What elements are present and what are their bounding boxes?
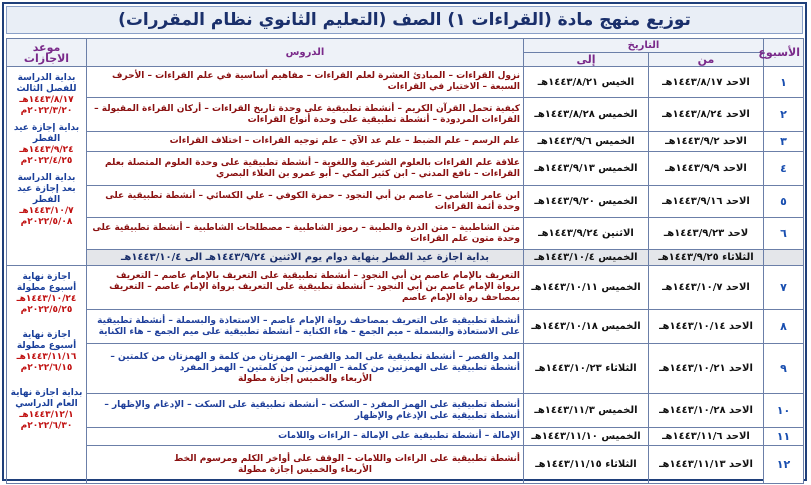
lessons-cell: نزول القراءات – المبادئ العشرة لعلم القراءات – مفاهيم أساسية في علم القراءات – الأحرف السبعة – الاختيار في القراءات [87,67,524,98]
side-greg: ٢٠٢٢/٥/٠٨م [20,217,73,227]
date-to: الخميس ١٤٤٣/١٠/١١هـ [524,266,649,310]
side-label: بداية إجازة عيد الفطر [13,123,80,144]
date-from: الاحد ١٤٤٣/٩/٩هـ [649,152,764,186]
date-to: الخيس ١٤٤٣/٨/٢١هـ [524,67,649,98]
week-number: ١٢ [764,446,804,484]
week-number: ٣ [764,132,804,152]
date-from: لاحد ١٤٤٣/٩/٢٣هـ [649,218,764,250]
week-number: ١١ [764,428,804,446]
table-row [7,152,804,186]
date-to: الخميس ١٤٤٣/١١/١٠هـ [524,428,649,446]
side-label: بداية الدراسة بعد إجازة عيد الفطر [17,173,76,205]
side-label: بداية الدراسة للفصل الثالث [16,73,77,94]
side-label: اجازة نهاية أسبوع مطولة [16,272,77,293]
week-number: ٥ [764,186,804,218]
date-to: الاثنين ١٤٤٣/٩/٢٤هـ [524,218,649,250]
week-number [764,250,804,266]
lessons-text: أنشطة تطبيقية على الراءات واللامات – الوقف على أواخر الكلم ومرسوم الخط [174,453,520,464]
date-from: الاحد ١٤٤٣/٩/٢هـ [649,132,764,152]
holiday-notes-top [7,67,87,266]
date-from: الاحد ١٤٤٣/١٠/٧هـ [649,266,764,310]
lessons-cell: الإمالة – أنشطة تطبيقية على الإمالة – الراءات واللامات [87,428,524,446]
week-number: ٧ [764,266,804,310]
table-row [7,428,804,446]
side-hijri: ١٤٤٣/١٠/٧هـ [19,206,74,216]
lessons-cell [87,446,524,484]
page-title: توزيع منهج مادة (القراءات ١) الصف (التعليم الثانوي نظام المقررات) [6,6,803,34]
lessons-cell: كيفية تحمل القرآن الكريم – أنشطة تطبيقية على وحدة تاريخ القراءات – أركان القراءة المقبولة – القراءات المردودة – أنشطة تطبيقية على وحدة أنواع القراءات [87,98,524,132]
table-row [7,98,804,132]
week-number: ٨ [764,310,804,344]
date-to: الثلاثاء ١٤٤٣/١١/١٥هـ [524,446,649,484]
lessons-cell: متن الشاطبية – متن الدرة والطيبة – رموز الشاطبية – مصطلحات الشاطبية – أنشطة تطبيقية على وحدة متون علم القراءات [87,218,524,250]
week-number: ٦ [764,218,804,250]
table-row [7,186,804,218]
table-row [7,394,804,428]
table-row [7,310,804,344]
table-row [7,132,804,152]
table-row [7,446,804,484]
lessons-cell: أنشطة تطبيقية على التعريف بمصاحف رواة الإمام عاصم – الاستعاذة والبسملة – أنشطة تطبيقية على الاستعاذة والبسملة – ميم الجمع – هاء الكناية – أنشطة تطبيقية على ميم الجمع – هاء الكناية [87,310,524,344]
date-to: الثلاثاء ١٤٤٣/١٠/٢٣هـ [524,344,649,394]
header-week: الأسبوع [764,39,804,67]
side-greg: ٢٠٢٢/٦/١٥م [20,363,73,373]
date-from: الثلاثاء ١٤٤٣/٩/٢٥هـ [649,250,764,266]
extended-weekend-note: الأربعاء والخميس إجازة مطولة [237,374,373,384]
side-greg: ٢٠٢٢/٦/٣٠م [20,421,73,431]
table-row [7,67,804,98]
extended-weekend-note: الأربعاء والخميس إجازة مطولة [237,464,373,475]
holiday-text: بداية اجازة عيد الفطر بنهاية دوام يوم الاثنين ١٤٤٣/٩/٢٤هـ الى ١٤٤٣/١٠/٤هـ [87,250,524,266]
side-hijri: ١٤٤٣/١٢/١هـ [19,410,74,420]
date-to: الخميس ١٤٤٣/٩/٦هـ [524,132,649,152]
date-to: الخميس ١٤٤٣/١٠/٤هـ [524,250,649,266]
header-to: إلى [524,53,649,67]
lessons-cell [87,344,524,394]
date-from: الاحد ١٤٤٣/١١/٦هـ [649,428,764,446]
header-lessons: الدروس [87,39,524,67]
week-number: ١٠ [764,394,804,428]
date-to: الخميس ١٤٤٣/٨/٢٨هـ [524,98,649,132]
lessons-cell: علاقة علم القراءات بالعلوم الشرعية واللغوية – أنشطة تطبيقية على وحدة العلوم المتصلة بعلم القراءات – نافع المدني – ابن كثير المكي – أبو عمرو بن العلاء البصري [87,152,524,186]
side-greg: ٢٠٢٢/٣/٢٠م [20,106,73,116]
side-hijri: ١٤٤٣/١٠/٢٤هـ [16,294,77,304]
date-to: الخميس ١٤٤٣/١١/٣هـ [524,394,649,428]
table-row [7,344,804,394]
side-greg: ٢٠٢٢/٥/٢٥م [20,305,73,315]
date-from: الاحد ١٤٤٣/١١/١٣هـ [649,446,764,484]
header-holidays: موعد الاجازات [7,39,87,67]
side-greg: ٢٠٢٢/٤/٢٥م [20,156,73,166]
side-hijri: ١٤٤٣/٨/١٧هـ [19,95,74,105]
lessons-cell: ابن عامر الشامي – عاصم بن أبي النجود – حمزة الكوفي – علي الكسائي – أنشطة تطبيقية على وحدة أئمة القراءات [87,186,524,218]
side-hijri: ١٤٤٣/٩/٢٤هـ [19,145,74,155]
header-date: التاريخ [524,39,764,53]
date-to: الخميس ١٤٤٣/٩/١٣هـ [524,152,649,186]
lessons-cell: التعريف بالإمام عاصم بن أبي النجود – أنشطة تطبيقية على التعريف بالإمام عاصم – التعريف برواة الإمام عاصم بن أبي النجود – أنشطة تطبيقية على التعريف برواة الإمام عاصم – التعريف بمصاحف رواة الإمام عاصم [87,266,524,310]
date-from: الاحد ١٤٤٣/١٠/٢١هـ [649,344,764,394]
table-row [7,218,804,250]
date-from: الاحد ١٤٤٣/١٠/٢٨هـ [649,394,764,428]
date-from: الاحد ١٤٤٣/٨/٢٤هـ [649,98,764,132]
date-to: الخميس ١٤٤٣/٩/٢٠هـ [524,186,649,218]
side-label: بداية اجازة نهاية العام الدراسي [10,388,83,409]
side-hijri: ١٤٤٣/١١/١٦هـ [16,352,77,362]
date-to: الخميس ١٤٤٣/١٠/١٨هـ [524,310,649,344]
week-number: ١ [764,67,804,98]
date-from: الاحد ١٤٤٣/٩/١٦هـ [649,186,764,218]
holiday-row [7,250,804,266]
week-number: ٤ [764,152,804,186]
side-label: اجازة نهاية أسبوع مطولة [16,330,77,351]
date-from: الاحد ١٤٤٣/٨/١٧هـ [649,67,764,98]
week-number: ٩ [764,344,804,394]
header-from: من [649,53,764,67]
lessons-cell: أنشطة تطبيقية على الهمز المفرد – السكت – أنشطة تطبيقية على السكت – الإدغام والإظهار – أنشطة تطبيقية على الإدغام والإظهار [87,394,524,428]
week-number: ٢ [764,98,804,132]
lessons-text: المد والقصر – أنشطة تطبيقية على المد والقصر – الهمزتان من كلمة و الهمزتان من كلمتين – أنشطة تطبيقية على الهمزتين من كلمة – الهمزتين من كلمتين – الهمز المفرد [110,352,520,373]
holiday-notes-bottom [7,266,87,484]
table-row [7,266,804,310]
lessons-cell: علم الرسم – علم الضبط – علم عد الآي – علم توجيه القراءات – اختلاف القراءات [87,132,524,152]
date-from: الاحد ١٤٤٣/١٠/١٤هـ [649,310,764,344]
schedule-table [6,38,804,484]
